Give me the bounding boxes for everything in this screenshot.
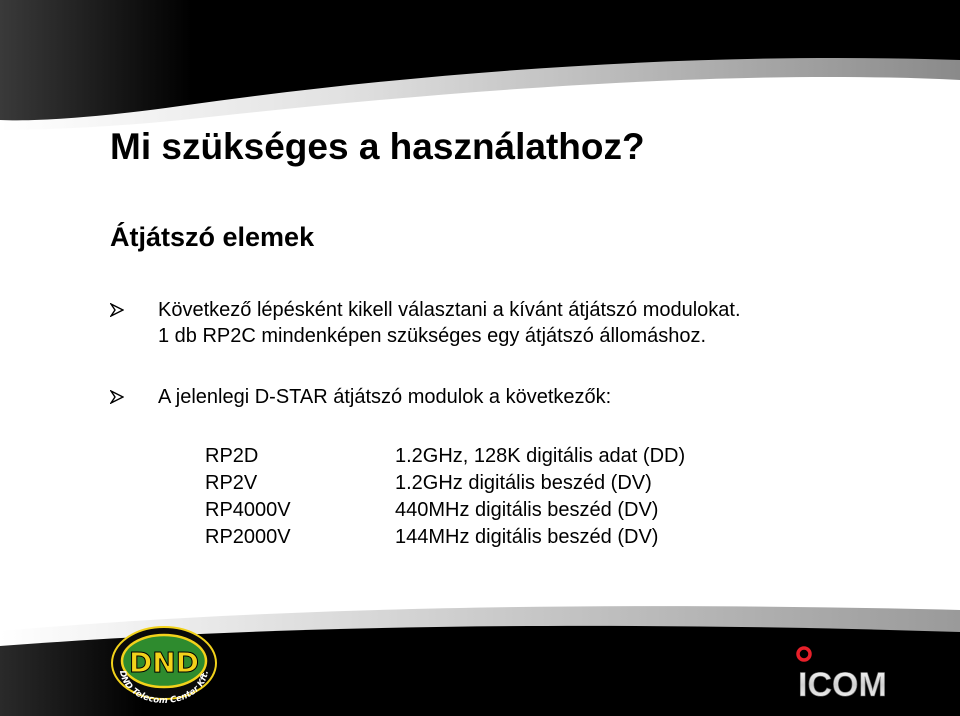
bullet-text — [158, 297, 741, 349]
module-description: 144MHz digitális beszéd (DV) — [395, 526, 659, 548]
module-description: 1.2GHz digitális beszéd (DV) — [395, 472, 652, 494]
module-description: 1.2GHz, 128K digitális adat (DD) — [395, 445, 686, 467]
arrowhead-bullet-icon — [110, 303, 124, 317]
bullet-line: Következő lépésként kikell választani a kívánt átjátszó modulokat. — [158, 299, 741, 321]
icom-dot-icon — [798, 648, 810, 660]
dnd-telecom-logo — [100, 625, 228, 707]
arrowhead-bullet-icon — [110, 390, 124, 404]
section-subtitle: Átjátszó elemek — [110, 222, 315, 252]
icom-logo-text: ICOM — [798, 666, 887, 702]
module-name: RP4000V — [205, 499, 291, 521]
bullet-text — [158, 384, 611, 410]
dnd-logo-mark: DND — [129, 646, 199, 679]
slide-title: Mi szükséges a használathoz? — [110, 126, 645, 167]
module-description: 440MHz digitális beszéd (DV) — [395, 499, 659, 521]
top-banner-decoration — [0, 0, 960, 130]
module-name: RP2000V — [205, 526, 291, 548]
bullet-line: A jelenlegi D-STAR átjátszó modulok a következők: — [158, 386, 612, 408]
icom-logo — [790, 640, 910, 702]
module-name: RP2V — [205, 472, 258, 494]
dnd-logo-ring-text: DND Telecom Center Kft. — [116, 669, 211, 707]
module-name: RP2D — [205, 445, 259, 467]
bullet-line: 1 db RP2C mindenképen szükséges egy átjátszó állomáshoz. — [158, 325, 707, 347]
